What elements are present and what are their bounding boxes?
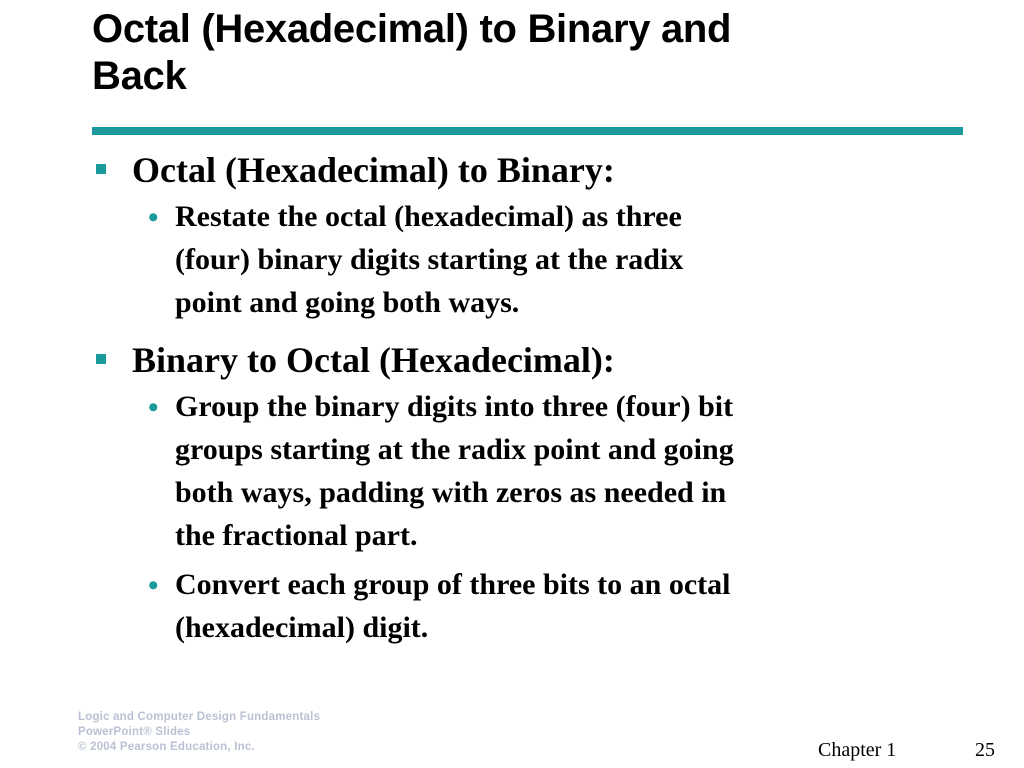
dot-bullet-icon: • <box>148 569 159 602</box>
slide-title <box>92 6 972 100</box>
title-line: Octal (Hexadecimal) to Binary and <box>92 7 732 51</box>
sub-bullet-line: Convert each group of three bits to an octal <box>175 568 731 601</box>
dot-bullet-icon: • <box>148 391 159 424</box>
bullet-heading <box>92 148 972 192</box>
sub-bullet-line: point and going both ways. <box>175 286 520 319</box>
sub-bullet-line: both ways, padding with zeros as needed in <box>175 476 727 509</box>
sub-bullet-line: (four) binary digits starting at the radix <box>175 243 684 276</box>
sub-bullet-line: Restate the octal (hexadecimal) as three <box>175 200 682 233</box>
title-line: Back <box>92 54 187 98</box>
sub-bullet <box>92 563 972 649</box>
bullet-heading-text: Binary to Octal (Hexadecimal): <box>132 340 615 380</box>
logo-line: PowerPoint® Slides <box>78 726 191 738</box>
bullet-heading <box>92 338 972 382</box>
sub-bullet-line: groups starting at the radix point and going <box>175 433 734 466</box>
dot-bullet-icon: • <box>148 201 159 234</box>
title-divider <box>92 127 963 135</box>
bullet-heading-text: Octal (Hexadecimal) to Binary: <box>132 150 615 190</box>
chapter-label: Chapter 1 <box>818 739 897 761</box>
page-number: 25 <box>975 739 995 761</box>
square-bullet-icon <box>96 354 106 364</box>
logo-line: © 2004 Pearson Education, Inc. <box>78 741 255 753</box>
sub-bullet <box>92 385 972 557</box>
sub-bullet-line: (hexadecimal) digit. <box>175 611 429 644</box>
slide-body <box>92 148 972 649</box>
square-bullet-icon <box>96 164 106 174</box>
sub-bullet <box>92 195 972 324</box>
publisher-logo <box>78 710 320 755</box>
sub-bullet-line: the fractional part. <box>175 519 418 552</box>
logo-line: Logic and Computer Design Fundamentals <box>78 711 321 723</box>
sub-bullet-line: Group the binary digits into three (four) bit <box>175 390 734 423</box>
